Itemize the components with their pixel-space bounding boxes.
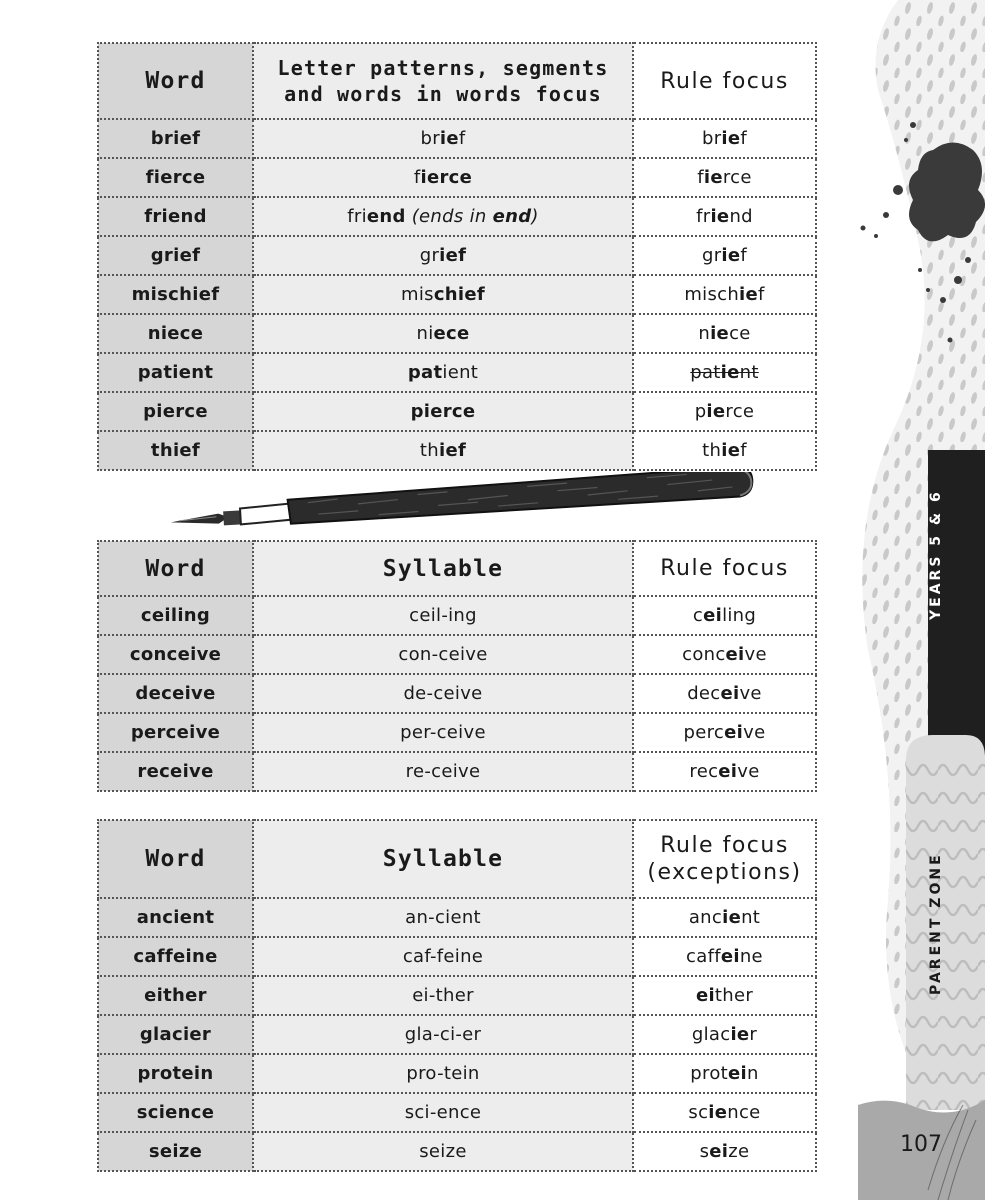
table-row xyxy=(98,119,816,158)
syllable-cell: sci-ence xyxy=(253,1093,633,1132)
word-cell: receive xyxy=(98,752,253,791)
syllable-cell: re-ceive xyxy=(253,752,633,791)
rule-focus-cell: protein xyxy=(633,1054,816,1093)
pattern-cell: niece xyxy=(253,314,633,353)
rule-focus-cell: deceive xyxy=(633,674,816,713)
word-cell: patient xyxy=(98,353,253,392)
table-row xyxy=(98,158,816,197)
word-cell: conceive xyxy=(98,635,253,674)
rule-focus-cell: mischief xyxy=(633,275,816,314)
table-header-row xyxy=(98,541,816,596)
header-patterns: Letter patterns, segments and words in words focus xyxy=(253,43,633,119)
word-cell: brief xyxy=(98,119,253,158)
pattern-cell: mischief xyxy=(253,275,633,314)
header-rule-focus: Rule focus (exceptions) xyxy=(633,820,816,898)
pattern-cell: patient xyxy=(253,353,633,392)
table-row xyxy=(98,392,816,431)
syllable-cell: an-cient xyxy=(253,898,633,937)
pattern-cell: pierce xyxy=(253,392,633,431)
word-cell: friend xyxy=(98,197,253,236)
pattern-cell: thief xyxy=(253,431,633,470)
word-cell: grief xyxy=(98,236,253,275)
ei-words-table xyxy=(97,540,817,792)
rule-focus-cell: either xyxy=(633,976,816,1015)
rule-focus-cell: ancient xyxy=(633,898,816,937)
table-row xyxy=(98,937,816,976)
page-number: 107 xyxy=(900,1132,942,1157)
table-row xyxy=(98,674,816,713)
header-word: Word xyxy=(98,43,253,119)
table-row xyxy=(98,275,816,314)
rule-focus-cell: caffeine xyxy=(633,937,816,976)
rule-focus-cell: perceive xyxy=(633,713,816,752)
word-cell: caffeine xyxy=(98,937,253,976)
word-cell: thief xyxy=(98,431,253,470)
syllable-cell: per-ceive xyxy=(253,713,633,752)
table-row xyxy=(98,596,816,635)
table-body xyxy=(98,119,816,470)
word-cell: ceiling xyxy=(98,596,253,635)
word-cell: pierce xyxy=(98,392,253,431)
word-cell: glacier xyxy=(98,1015,253,1054)
word-cell: deceive xyxy=(98,674,253,713)
table-row xyxy=(98,197,816,236)
table-body xyxy=(98,596,816,791)
word-cell: fierce xyxy=(98,158,253,197)
word-cell: mischief xyxy=(98,275,253,314)
rule-focus-cell: grief xyxy=(633,236,816,275)
rule-focus-cell: niece xyxy=(633,314,816,353)
syllable-cell: ceil-ing xyxy=(253,596,633,635)
syllable-cell: pro-tein xyxy=(253,1054,633,1093)
rule-focus-cell: fierce xyxy=(633,158,816,197)
table-row xyxy=(98,752,816,791)
header-syllable: Syllable xyxy=(253,541,633,596)
table-row xyxy=(98,898,816,937)
ie-words-table xyxy=(97,42,817,471)
table-row xyxy=(98,431,816,470)
syllable-cell: gla-ci-er xyxy=(253,1015,633,1054)
rule-focus-cell: brief xyxy=(633,119,816,158)
table-row xyxy=(98,314,816,353)
syllable-cell: de-ceive xyxy=(253,674,633,713)
table-row xyxy=(98,713,816,752)
header-syllable: Syllable xyxy=(253,820,633,898)
table-row xyxy=(98,353,816,392)
word-cell: niece xyxy=(98,314,253,353)
rule-focus-cell: glacier xyxy=(633,1015,816,1054)
word-cell: ancient xyxy=(98,898,253,937)
table-row xyxy=(98,1054,816,1093)
rule-focus-cell: thief xyxy=(633,431,816,470)
rule-focus-cell: pierce xyxy=(633,392,816,431)
header-rule-focus: Rule focus xyxy=(633,43,816,119)
table-row xyxy=(98,1132,816,1171)
syllable-cell: ei-ther xyxy=(253,976,633,1015)
header-word: Word xyxy=(98,541,253,596)
rule-focus-cell: patient xyxy=(633,353,816,392)
syllable-cell: seize xyxy=(253,1132,633,1171)
word-cell: science xyxy=(98,1093,253,1132)
table-header-row xyxy=(98,43,816,119)
syllable-cell: caf-feine xyxy=(253,937,633,976)
rule-focus-cell: seize xyxy=(633,1132,816,1171)
rule-focus-cell: receive xyxy=(633,752,816,791)
sidebar-decoration xyxy=(858,0,985,1200)
rule-focus-cell: conceive xyxy=(633,635,816,674)
word-cell: seize xyxy=(98,1132,253,1171)
section-label: PARENT ZONE xyxy=(928,852,944,995)
years-label: YEARS 5 & 6 xyxy=(928,489,944,620)
pattern-cell: friend (ends in end) xyxy=(253,197,633,236)
table-header-row xyxy=(98,820,816,898)
pattern-cell: brief xyxy=(253,119,633,158)
table-row xyxy=(98,635,816,674)
fountain-pen-illustration xyxy=(168,472,758,532)
rule-focus-cell: science xyxy=(633,1093,816,1132)
syllable-cell: con-ceive xyxy=(253,635,633,674)
exceptions-table xyxy=(97,819,817,1172)
table-row xyxy=(98,976,816,1015)
word-cell: either xyxy=(98,976,253,1015)
word-cell: protein xyxy=(98,1054,253,1093)
pattern-cell: grief xyxy=(253,236,633,275)
pattern-cell: fierce xyxy=(253,158,633,197)
rule-focus-cell: ceiling xyxy=(633,596,816,635)
header-rule-focus: Rule focus xyxy=(633,541,816,596)
table-row xyxy=(98,1093,816,1132)
header-word: Word xyxy=(98,820,253,898)
table-row xyxy=(98,1015,816,1054)
rule-focus-cell: friend xyxy=(633,197,816,236)
word-cell: perceive xyxy=(98,713,253,752)
table-body xyxy=(98,898,816,1171)
table-row xyxy=(98,236,816,275)
